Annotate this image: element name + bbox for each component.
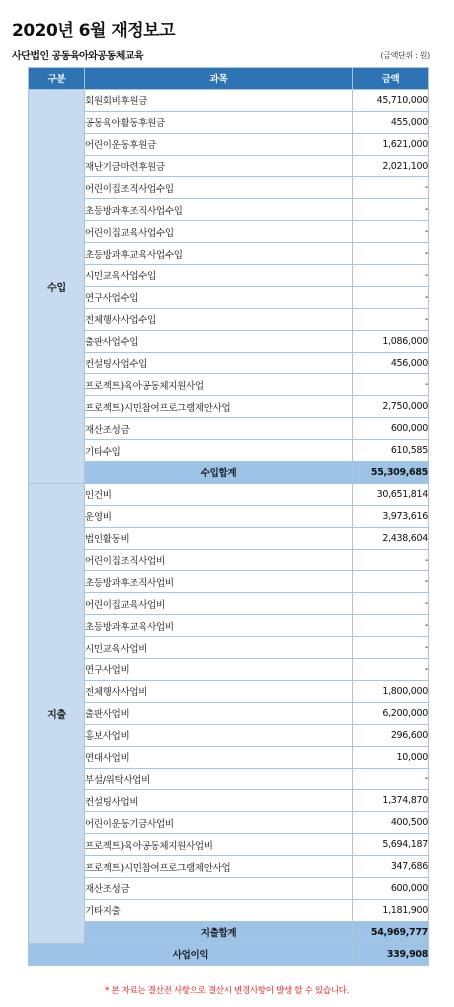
header-amount: 금액 — [353, 68, 429, 90]
table-row — [29, 593, 429, 615]
income-section-label: 수입 — [29, 89, 85, 483]
item-name: 초등방과후조직사업수입 — [85, 199, 353, 221]
expense-total-amount: 54,969,777 — [353, 921, 429, 943]
footnote: * 본 자료는 결산전 사항으로 결산시 변경사항이 발생 할 수 있습니다. — [105, 986, 349, 996]
item-name: 초등방과후교육사업비 — [85, 615, 353, 637]
table-row — [29, 856, 429, 878]
item-name: 시민교육사업비 — [85, 637, 353, 659]
item-amount: - — [353, 221, 429, 243]
item-amount: 2,021,100 — [353, 155, 429, 177]
item-amount: 347,686 — [353, 856, 429, 878]
income-total-amount: 55,309,685 — [353, 462, 429, 484]
item-name: 전체행사사업수입 — [85, 308, 353, 330]
item-amount: 600,000 — [353, 877, 429, 899]
item-amount: - — [353, 615, 429, 637]
header-item: 과목 — [85, 68, 353, 90]
item-amount: 30,651,814 — [353, 483, 429, 505]
item-name: 연구사업수입 — [85, 286, 353, 308]
item-amount: 10,000 — [353, 746, 429, 768]
item-name: 어린이운동후원금 — [85, 133, 353, 155]
item-amount: - — [353, 374, 429, 396]
table-row — [29, 505, 429, 527]
item-amount: 455,000 — [353, 111, 429, 133]
item-amount: 1,374,870 — [353, 790, 429, 812]
table-body — [29, 89, 429, 965]
item-name: 시민교육사업수입 — [85, 265, 353, 287]
page-title: 2020년 6월 재정보고 — [12, 21, 176, 41]
item-name: 인건비 — [85, 483, 353, 505]
item-amount: 6,200,000 — [353, 702, 429, 724]
item-amount: - — [353, 308, 429, 330]
table-row — [29, 724, 429, 746]
finance-table — [28, 67, 429, 966]
table-row — [29, 746, 429, 768]
table-row — [29, 155, 429, 177]
item-name: 어린이집조직사업비 — [85, 549, 353, 571]
table-row — [29, 527, 429, 549]
table-row — [29, 549, 429, 571]
expense-total-label: 지출합계 — [85, 921, 353, 943]
table-row — [29, 308, 429, 330]
item-name: 기타수입 — [85, 440, 353, 462]
item-name: 프로젝트)시민참여프로그램제안사업 — [85, 396, 353, 418]
item-amount: - — [353, 265, 429, 287]
item-name: 컨설팅사업수입 — [85, 352, 353, 374]
table-row — [29, 768, 429, 790]
item-amount: 1,086,000 — [353, 330, 429, 352]
item-name: 재산조성금 — [85, 418, 353, 440]
table-row — [29, 899, 429, 921]
item-amount: - — [353, 768, 429, 790]
item-name: 부설/위탁사업비 — [85, 768, 353, 790]
item-amount: 3,973,616 — [353, 505, 429, 527]
table-row — [29, 265, 429, 287]
table-row — [29, 352, 429, 374]
item-name: 회원회비후원금 — [85, 89, 353, 111]
item-amount: 1,621,000 — [353, 133, 429, 155]
table-row — [29, 571, 429, 593]
table-row — [29, 834, 429, 856]
income-total-row — [29, 462, 429, 484]
item-name: 기타지출 — [85, 899, 353, 921]
item-name: 재난기금마련후원금 — [85, 155, 353, 177]
item-amount: - — [353, 549, 429, 571]
item-name: 출판사업비 — [85, 702, 353, 724]
item-name: 어린이집교육사업수입 — [85, 221, 353, 243]
item-amount: - — [353, 199, 429, 221]
table-row — [29, 702, 429, 724]
item-name: 법인활동비 — [85, 527, 353, 549]
item-name: 재산조성금 — [85, 877, 353, 899]
item-name: 어린이집조직사업수입 — [85, 177, 353, 199]
profit-amount: 339,908 — [353, 943, 429, 965]
header-row — [29, 68, 429, 90]
table-row — [29, 177, 429, 199]
item-name: 출판사업수입 — [85, 330, 353, 352]
expense-section-label: 지출 — [29, 483, 85, 943]
item-amount: - — [353, 571, 429, 593]
item-amount: 1,800,000 — [353, 680, 429, 702]
table-row — [29, 615, 429, 637]
item-amount: 456,000 — [353, 352, 429, 374]
income-total-label: 수입합계 — [85, 462, 353, 484]
item-amount: 5,694,187 — [353, 834, 429, 856]
item-name: 컨설팅사업비 — [85, 790, 353, 812]
table-row — [29, 790, 429, 812]
unit-note: (금액단위 : 원) — [380, 51, 430, 60]
table-row — [29, 243, 429, 265]
item-name: 어린이운동기금사업비 — [85, 812, 353, 834]
item-amount: - — [353, 593, 429, 615]
table-row — [29, 440, 429, 462]
item-name: 공동육아활동후원금 — [85, 111, 353, 133]
item-amount: 610,585 — [353, 440, 429, 462]
item-name: 어린이집교육사업비 — [85, 593, 353, 615]
item-amount: - — [353, 177, 429, 199]
item-name: 운영비 — [85, 505, 353, 527]
item-name: 프로젝트)육아공동체지원사업비 — [85, 834, 353, 856]
item-amount: - — [353, 243, 429, 265]
item-amount: 1,181,900 — [353, 899, 429, 921]
table-row — [29, 396, 429, 418]
table-row — [29, 483, 429, 505]
table-row — [29, 133, 429, 155]
item-name: 전체행사사업비 — [85, 680, 353, 702]
item-amount: 45,710,000 — [353, 89, 429, 111]
table-row — [29, 111, 429, 133]
item-name: 홍보사업비 — [85, 724, 353, 746]
table-row — [29, 418, 429, 440]
profit-row — [29, 943, 429, 965]
table-row — [29, 680, 429, 702]
table-row — [29, 812, 429, 834]
item-amount: - — [353, 286, 429, 308]
organization-name: 사단법인 공동육아와공동체교육 — [12, 51, 144, 62]
item-name: 연구사업비 — [85, 659, 353, 681]
item-amount: 296,600 — [353, 724, 429, 746]
item-name: 프로젝트)시민참여프로그램제안사업 — [85, 856, 353, 878]
table-row — [29, 374, 429, 396]
table-row — [29, 89, 429, 111]
item-name: 연대사업비 — [85, 746, 353, 768]
table-row — [29, 659, 429, 681]
expense-total-row — [29, 921, 429, 943]
table-row — [29, 286, 429, 308]
profit-label: 사업이익 — [29, 943, 353, 965]
item-name: 초등방과후조직사업비 — [85, 571, 353, 593]
item-name: 프로젝트)육아공동체지원사업 — [85, 374, 353, 396]
table-row — [29, 637, 429, 659]
table-row — [29, 330, 429, 352]
item-amount: 400,500 — [353, 812, 429, 834]
table-row — [29, 199, 429, 221]
item-amount: - — [353, 637, 429, 659]
item-amount: 600,000 — [353, 418, 429, 440]
table-row — [29, 877, 429, 899]
header-category: 구분 — [29, 68, 85, 90]
table-row — [29, 221, 429, 243]
item-amount: - — [353, 659, 429, 681]
item-amount: 2,750,000 — [353, 396, 429, 418]
item-name: 초등방과후교육사업수입 — [85, 243, 353, 265]
item-amount: 2,438,604 — [353, 527, 429, 549]
